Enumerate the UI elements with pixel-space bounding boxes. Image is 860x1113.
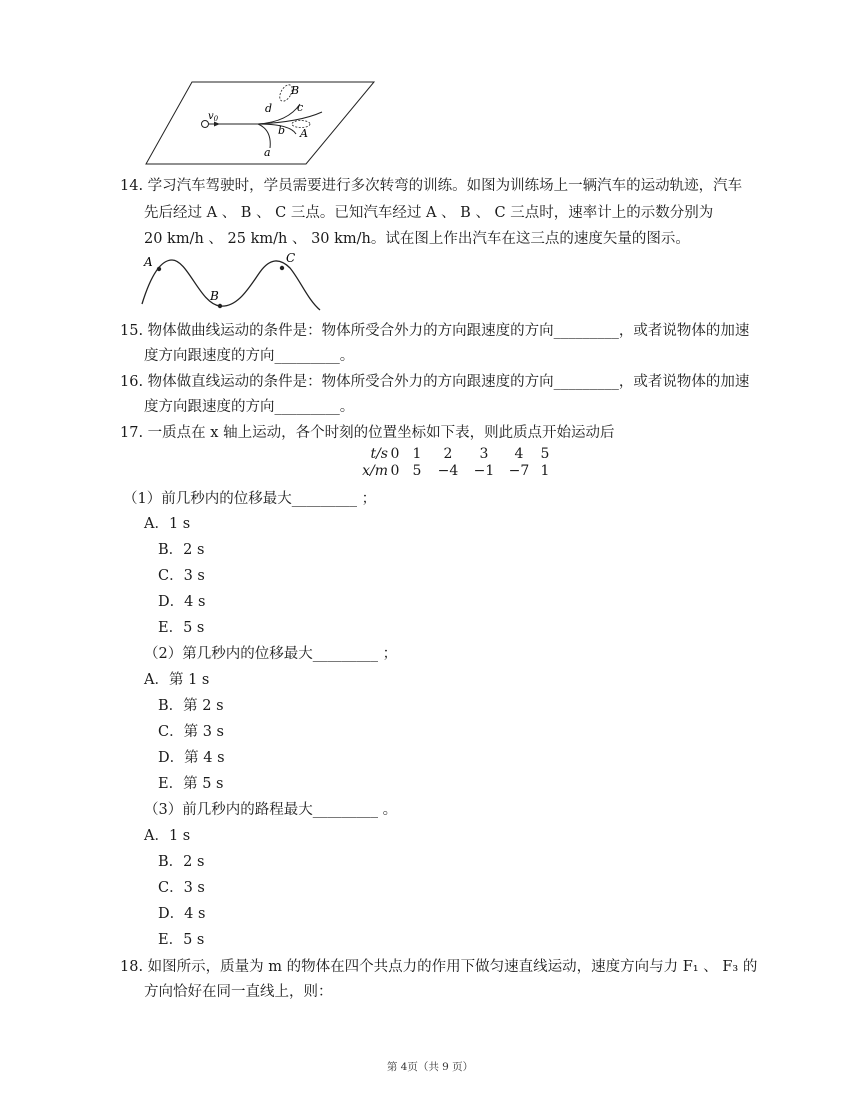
label-a: a (264, 146, 271, 159)
q16-line2: 度方向跟速度的方向_________。 (144, 399, 355, 415)
q17-sub2-option-e[interactable]: E．第 5 s (158, 776, 224, 792)
q17-sub3-option-e[interactable]: E．5 s (158, 932, 205, 948)
q15-line2: 度方向跟速度的方向_________。 (144, 348, 355, 364)
table-cell: 1 (412, 446, 422, 462)
label-b: b (278, 124, 286, 137)
q14-line1: 14. 学习汽车驾驶时，学员需要进行多次转弯的训练。如图为训练场上一辆汽车的运动轨迹，汽车 (120, 178, 743, 194)
q17-sub1-option-b[interactable]: B．2 s (158, 542, 205, 558)
point-c (280, 266, 284, 270)
label-point-a: A (144, 255, 153, 269)
q17-sub1-option-c[interactable]: C．3 s (158, 568, 205, 584)
q17-sub3: （3）前几秒内的路程最大_________ 。 (144, 802, 398, 818)
q15-line1: 15. 物体做曲线运动的条件是：物体所受合外力的方向跟速度的方向_________，或者说物体的加速 (120, 323, 750, 339)
label-region-b: B (291, 84, 300, 97)
q14-line3: 20 km/h 、 25 km/h 、 30 km/h。试在图上作出汽车在这三点的速度矢量的图示。 (144, 231, 690, 247)
q17-sub1-option-a[interactable]: A．1 s (144, 516, 191, 532)
trajectory-figure (140, 78, 380, 168)
q17-sub1-option-d[interactable]: D．4 s (158, 594, 206, 610)
table-cell: −7 (508, 463, 530, 479)
label-d: d (265, 102, 273, 115)
q17-sub3-option-a[interactable]: A．1 s (144, 828, 191, 844)
page-footer: 第 4页（共 9 页） (386, 1061, 474, 1073)
table-cell: 0 (390, 446, 400, 462)
q17-sub3-option-c[interactable]: C．3 s (158, 880, 205, 896)
label-region-a: A (300, 127, 308, 140)
x-header: x/m (362, 463, 388, 479)
q17-sub2-option-c[interactable]: C．第 3 s (158, 724, 224, 740)
table-cell: 5 (412, 463, 422, 479)
q16-line1: 16. 物体做直线运动的条件是：物体所受合外力的方向跟速度的方向_________，或者说物体的加速 (120, 374, 750, 390)
table-cell: −1 (473, 463, 495, 479)
t-header: t/s (370, 446, 388, 462)
label-v0: $v_0$ (208, 111, 219, 123)
table-cell: 1 (540, 463, 550, 479)
q17-sub1-option-e[interactable]: E．5 s (158, 620, 205, 636)
wave-figure (138, 250, 328, 314)
q18-line2: 方向恰好在同一直线上，则： (144, 984, 333, 1000)
table-cell: 5 (540, 446, 550, 462)
table-cell: 3 (479, 446, 489, 462)
plane-parallelogram (146, 82, 374, 164)
wave-curve (142, 260, 320, 310)
q17-sub2: （2）第几秒内的位移最大_________ ； (144, 646, 398, 662)
table-cell: 2 (443, 446, 453, 462)
point-a (157, 267, 161, 271)
q17-sub2-option-a[interactable]: A．第 1 s (144, 672, 210, 688)
label-c: c (297, 101, 304, 114)
q17-intro: 17. 一质点在 x 轴上运动，各个时刻的位置坐标如下表，则此质点开始运动后 (120, 425, 615, 441)
q14-line2: 先后经过 A 、 B 、 C 三点。已知汽车经过 A 、 B 、 C 三点时，速率计上的示数分别为 (144, 205, 714, 221)
label-point-c: C (286, 251, 296, 265)
q17-sub3-option-b[interactable]: B．2 s (158, 854, 205, 870)
q17-sub1: （1）前几秒内的位移最大_________ ； (123, 491, 377, 507)
table-cell: 4 (514, 446, 524, 462)
table-cell: −4 (437, 463, 459, 479)
q17-sub3-option-d[interactable]: D．4 s (158, 906, 206, 922)
q17-sub2-option-d[interactable]: D．第 4 s (158, 750, 225, 766)
label-point-b: B (210, 289, 219, 303)
point-b (218, 304, 222, 308)
q17-sub2-option-b[interactable]: B．第 2 s (158, 698, 224, 714)
q18-line1: 18. 如图所示，质量为 m 的物体在四个共点力的作用下做匀速直线运动，速度方向与力 F₁ 、 F₃ 的 (120, 959, 758, 975)
table-cell: 0 (390, 463, 400, 479)
